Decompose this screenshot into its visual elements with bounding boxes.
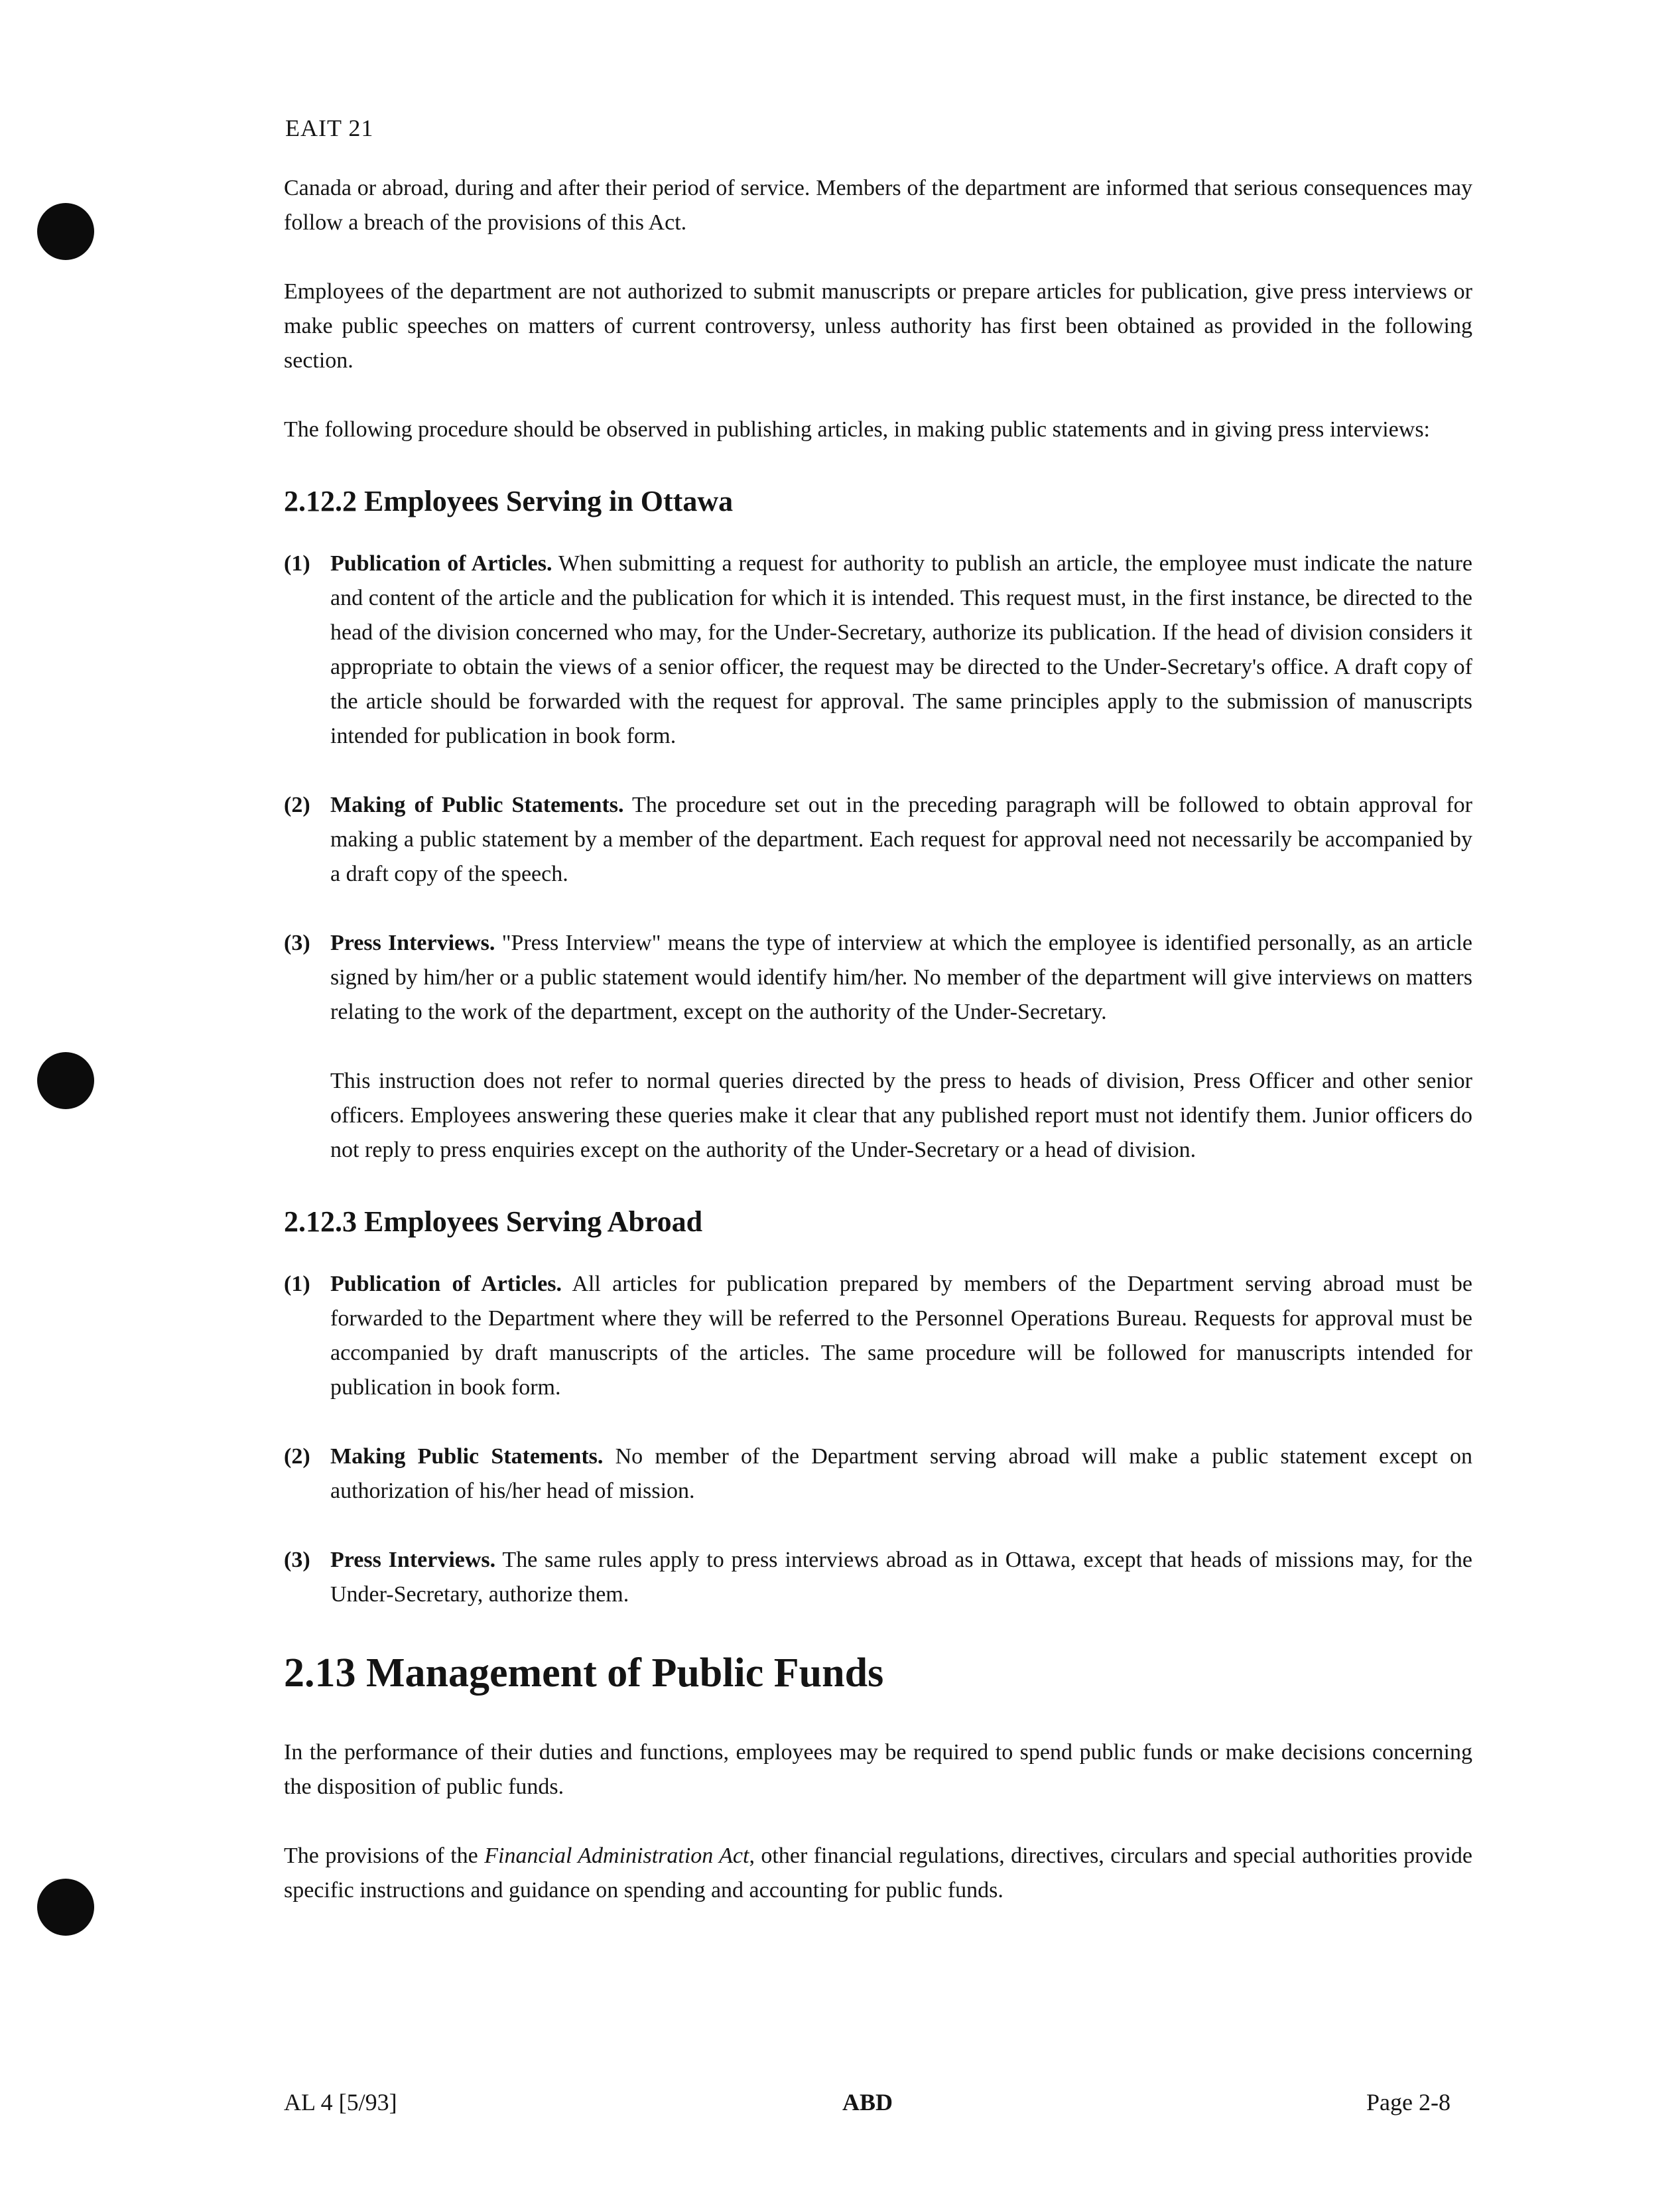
section-heading-public-funds: 2.13 Management of Public Funds xyxy=(284,1650,884,1696)
intro-paragraph-1: Canada or abroad, during and after their period of service. Members of the department are informed that serious consequences may follow a breach of the provisions of this Act. xyxy=(284,176,1472,235)
item-lead: Press Interviews. xyxy=(330,931,495,955)
item-number: (2) xyxy=(284,1444,310,1469)
punch-hole-bottom xyxy=(37,1879,94,1936)
funds-paragraph-2 xyxy=(284,1839,1472,1908)
abroad-item-1 xyxy=(284,1267,1472,1405)
footer-page-number: Page 2-8 xyxy=(1366,2089,1451,2115)
section-heading-ottawa: 2.12.2 Employees Serving in Ottawa xyxy=(284,485,734,517)
funds-p2-before: The provisions of the xyxy=(284,1843,485,1868)
funds-p2-after: , other financial regulations, directives, circulars and special authorities provide specific instructions and guidance on spending and accounting for public funds. xyxy=(284,1843,1472,1903)
item-number: (1) xyxy=(284,1272,310,1296)
item-number: (3) xyxy=(284,931,310,955)
ottawa-item-3-continuation: This instruction does not refer to normal queries directed by the press to heads of division, Press Officer and other senior officers. Employees answering these queries make it clear that any published report must not identify them. Junior officers do not reply to press enquiries except on the authority of the Under-Secretary or a head of division. xyxy=(330,1069,1472,1162)
item-lead: Making of Public Statements. xyxy=(330,793,624,817)
ottawa-item-3 xyxy=(284,926,1472,1030)
funds-paragraph-1: In the performance of their duties and functions, employees may be required to spend public funds or make decisions concerning the disposition of public funds. xyxy=(284,1740,1472,1799)
document-code: EAIT 21 xyxy=(285,115,374,141)
act-title: Financial Administration Act xyxy=(484,1843,749,1868)
item-lead: Making Public Statements. xyxy=(330,1444,604,1469)
item-text: When submitting a request for authority to publish an article, the employee must indicate the nature and content of the article and the publication for which it is intended. This request must, in the first instance, be directed to the head of the division concerned who may, for the Under-Secretary, authorize its publication. If the head of division considers it appropriate to obtain the views of a senior officer, the request may be directed to the Under-Secretary's office. A draft copy of the article should be forwarded with the request for approval. The same principles apply to the submission of manuscripts intended for publication in book form. xyxy=(330,551,1473,748)
item-lead: Press Interviews. xyxy=(330,1548,496,1572)
punch-hole-middle xyxy=(37,1052,94,1109)
ottawa-item-1 xyxy=(284,547,1472,754)
item-lead: Publication of Articles. xyxy=(330,1272,562,1296)
intro-paragraph-3: The following procedure should be observed in publishing articles, in making public statements and in giving press interviews: xyxy=(284,417,1430,442)
page-content xyxy=(284,171,1472,1942)
abroad-item-3 xyxy=(284,1543,1472,1612)
item-number: (1) xyxy=(284,551,310,576)
ottawa-item-2 xyxy=(284,788,1472,892)
footer-amendment: AL 4 [5/93] xyxy=(284,2089,397,2115)
footer-abbreviation: ABD xyxy=(842,2089,893,2115)
item-number: (2) xyxy=(284,793,310,817)
abroad-item-2 xyxy=(284,1440,1472,1508)
item-text: No member of the Department serving abroad will make a public statement except on authorization of his/her head of mission. xyxy=(330,1444,1472,1503)
item-text: "Press Interview" means the type of interview at which the employee is identified personally, as an article signed by him/her or a public statement would identify him/her. No member of the department will give interviews on matters relating to the work of the department, except on the authority of the Under-Secretary. xyxy=(330,931,1473,1024)
item-text: The same rules apply to press interviews abroad as in Ottawa, except that heads of missions may, for the Under-Secretary, authorize them. xyxy=(330,1548,1473,1607)
item-number: (3) xyxy=(284,1548,310,1572)
item-text: The procedure set out in the preceding paragraph will be followed to obtain approval for making a public statement by a member of the department. Each request for approval need not necessarily be accompanied by a draft copy of the speech. xyxy=(330,793,1472,886)
section-heading-abroad: 2.12.3 Employees Serving Abroad xyxy=(284,1205,703,1238)
punch-hole-top xyxy=(37,203,94,260)
item-text: All articles for publication prepared by members of the Department serving abroad must be forwarded to the Department where they will be referred to the Personnel Operations Bureau. Requests for approval must be accompanied by draft manuscripts of the articles. The same procedure will be followed for manuscripts intended for publication in book form. xyxy=(330,1272,1472,1400)
intro-paragraph-2: Employees of the department are not authorized to submit manuscripts or prepare articles for publication, give press interviews or make public speeches on matters of current controversy, unless authority has first been obtained as provided in the following section. xyxy=(284,279,1472,373)
item-lead: Publication of Articles. xyxy=(330,551,552,576)
